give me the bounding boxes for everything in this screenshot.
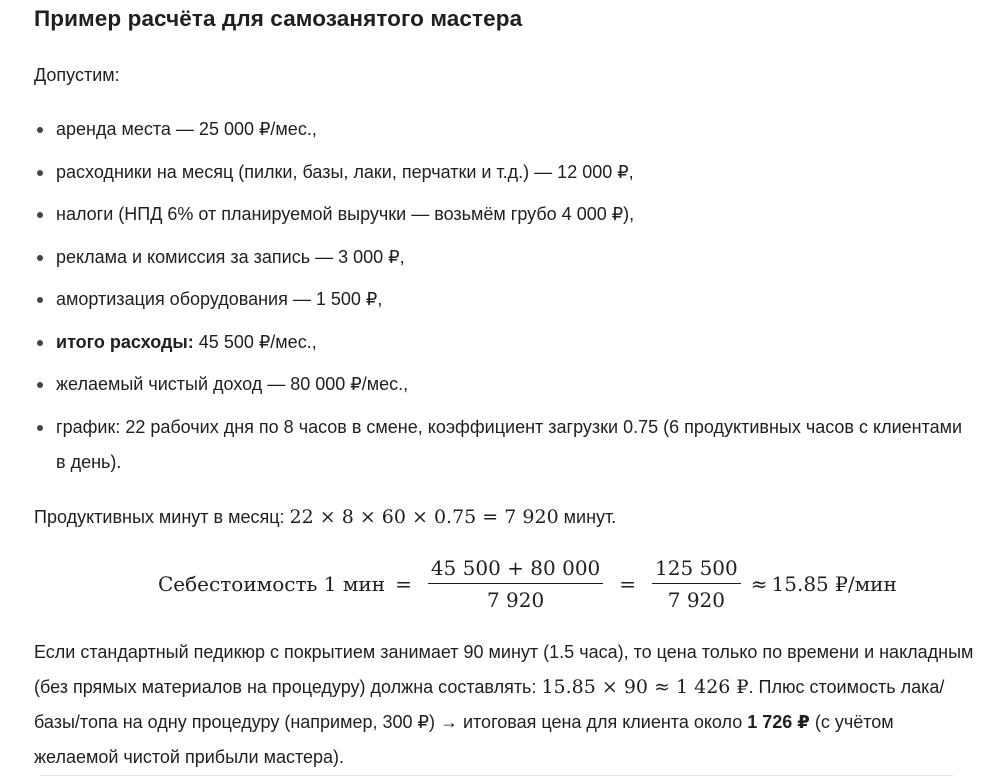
formula-lhs: Себестоимость 1 мин <box>158 572 386 597</box>
fraction-1 <box>428 556 603 612</box>
minutes-label: Продуктивных минут в месяц: <box>34 507 290 527</box>
approx-sign: ≈ <box>750 572 768 597</box>
minutes-line <box>34 500 616 535</box>
minutes-expression: 22 × 8 × 60 × 0.75 = 7 920 <box>289 506 559 528</box>
formula-result: 15.85 ₽/мин <box>771 572 897 597</box>
page-title: Пример расчёта для самозанятого мастера <box>34 6 523 31</box>
fraction-2-numerator: 125 500 <box>655 556 738 580</box>
cost-list <box>34 112 974 487</box>
fraction-1-denominator: 7 920 <box>486 588 545 613</box>
equals-sign: = <box>395 572 412 597</box>
paragraph-text-2: . Плюс стоимость лака/базы/топа на одну процедуру (например, 300 ₽) → итоговая цена для клиента около <box>34 677 945 732</box>
list-item-text: желаемый чистый доход — 80 000 ₽/мес., <box>56 374 409 394</box>
list-item-schedule <box>34 410 974 480</box>
list-item <box>34 240 974 275</box>
fraction-2-denominator: 7 920 <box>667 588 726 613</box>
list-item-text: амортизация оборудования — 1 500 ₽, <box>56 289 383 309</box>
final-price: 1 726 ₽ <box>747 712 810 732</box>
list-item <box>34 282 974 317</box>
equals-sign: = <box>619 572 637 597</box>
minutes-suffix: минут. <box>558 507 617 527</box>
list-item <box>34 367 974 402</box>
fraction-1-numerator: 45 500 + 80 000 <box>430 556 601 580</box>
list-item <box>34 197 974 232</box>
list-item-text: график: 22 рабочих дня по 8 часов в смене, коэффициент загрузки 0.75 (6 продуктивных часов с клиентами в день). <box>56 416 963 472</box>
list-item-text: 45 500 ₽/мес., <box>193 331 317 352</box>
list-item-text: реклама и комиссия за запись — 3 000 ₽, <box>56 246 405 267</box>
cost-per-minute-formula <box>158 556 897 612</box>
price-paragraph <box>34 635 974 775</box>
intro-text: Допустим: <box>34 65 120 85</box>
list-item-text: аренда места — 25 000 ₽/мес., <box>56 119 317 139</box>
list-item-total <box>34 325 974 360</box>
price-expression: 15.85 × 90 ≈ 1 426 ₽ <box>541 676 749 698</box>
fraction-2 <box>652 556 741 612</box>
list-item <box>34 112 974 147</box>
paragraph-text-1: Если стандартный педикюр с покрытием занимает 90 минут (1.5 часа), то цена только по времени и накладным (без прямых материалов на процедуру) должна составлять: <box>34 642 974 697</box>
divider <box>40 775 953 776</box>
list-item-text: налоги (НПД 6% от планируемой выручки — возьмём грубо 4 000 ₽), <box>56 204 635 224</box>
list-item-text: расходники на месяц (пилки, базы, лаки, перчатки и т.д.) — 12 000 ₽, <box>56 161 634 182</box>
list-item-bold: итого расходы: <box>56 331 194 352</box>
paragraph-text-3: (с учётом желаемой чистой прибыли мастера). <box>34 712 894 767</box>
list-item <box>34 155 974 190</box>
